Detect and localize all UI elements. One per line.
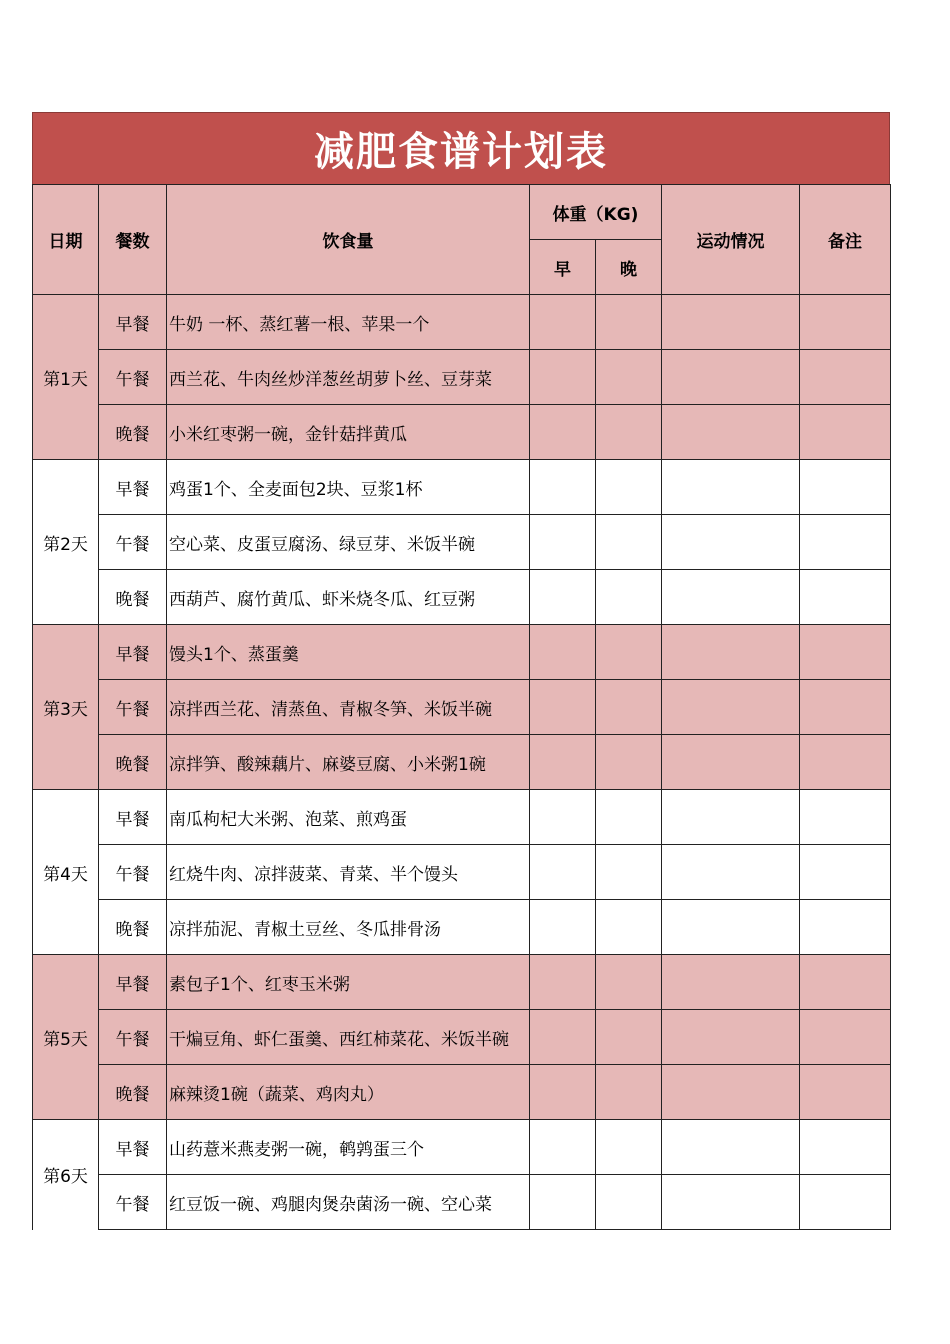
meal-plan-sheet: [32, 112, 890, 1230]
meal-cell: 早餐: [99, 295, 167, 350]
meal-cell: 早餐: [99, 790, 167, 845]
food-cell: 凉拌茄泥、青椒土豆丝、冬瓜排骨汤: [167, 900, 530, 955]
weight-morning-cell[interactable]: [530, 955, 596, 1010]
food-cell: 干煸豆角、虾仁蛋羹、西红柿菜花、米饭半碗: [167, 1010, 530, 1065]
notes-cell[interactable]: [800, 1120, 891, 1175]
weight-morning-cell[interactable]: [530, 680, 596, 735]
weight-evening-cell[interactable]: [596, 1065, 662, 1120]
weight-evening-cell[interactable]: [596, 735, 662, 790]
meal-plan-table: [32, 184, 891, 1230]
notes-cell[interactable]: [800, 570, 891, 625]
meal-cell: 午餐: [99, 845, 167, 900]
weight-evening-cell[interactable]: [596, 405, 662, 460]
weight-evening-cell[interactable]: [596, 1010, 662, 1065]
meal-cell: 早餐: [99, 955, 167, 1010]
weight-evening-cell[interactable]: [596, 790, 662, 845]
exercise-cell[interactable]: [662, 460, 800, 515]
weight-morning-cell[interactable]: [530, 515, 596, 570]
notes-cell[interactable]: [800, 460, 891, 515]
table-body: [33, 295, 891, 1230]
weight-morning-cell[interactable]: [530, 460, 596, 515]
food-cell: 南瓜枸杞大米粥、泡菜、煎鸡蛋: [167, 790, 530, 845]
exercise-cell[interactable]: [662, 570, 800, 625]
weight-morning-cell[interactable]: [530, 790, 596, 845]
day-cell: 第1天: [33, 295, 99, 460]
weight-morning-cell[interactable]: [530, 1010, 596, 1065]
weight-morning-cell[interactable]: [530, 570, 596, 625]
exercise-cell[interactable]: [662, 1065, 800, 1120]
weight-evening-cell[interactable]: [596, 460, 662, 515]
table-row: [33, 735, 891, 790]
notes-cell[interactable]: [800, 405, 891, 460]
food-cell: 山药薏米燕麦粥一碗，鹌鹑蛋三个: [167, 1120, 530, 1175]
weight-evening-cell[interactable]: [596, 900, 662, 955]
weight-evening-cell[interactable]: [596, 350, 662, 405]
exercise-cell[interactable]: [662, 900, 800, 955]
exercise-cell[interactable]: [662, 845, 800, 900]
notes-cell[interactable]: [800, 625, 891, 680]
table-row: [33, 1065, 891, 1120]
header-notes: 备注: [800, 185, 891, 295]
meal-cell: 午餐: [99, 1010, 167, 1065]
exercise-cell[interactable]: [662, 680, 800, 735]
table-row: [33, 405, 891, 460]
exercise-cell[interactable]: [662, 350, 800, 405]
table-row: [33, 1120, 891, 1175]
meal-cell: 早餐: [99, 625, 167, 680]
food-cell: 牛奶 一杯、蒸红薯一根、苹果一个: [167, 295, 530, 350]
header-date: 日期: [33, 185, 99, 295]
header-exercise: 运动情况: [662, 185, 800, 295]
food-cell: 馒头1个、蒸蛋羹: [167, 625, 530, 680]
weight-morning-cell[interactable]: [530, 1065, 596, 1120]
weight-evening-cell[interactable]: [596, 955, 662, 1010]
meal-cell: 晚餐: [99, 405, 167, 460]
food-cell: 小米红枣粥一碗，金针菇拌黄瓜: [167, 405, 530, 460]
meal-cell: 晚餐: [99, 900, 167, 955]
notes-cell[interactable]: [800, 955, 891, 1010]
table-row: [33, 790, 891, 845]
table-row: [33, 1010, 891, 1065]
weight-morning-cell[interactable]: [530, 1120, 596, 1175]
meal-cell: 午餐: [99, 1175, 167, 1230]
weight-morning-cell[interactable]: [530, 350, 596, 405]
food-cell: 麻辣烫1碗（蔬菜、鸡肉丸）: [167, 1065, 530, 1120]
notes-cell[interactable]: [800, 900, 891, 955]
table-row: [33, 350, 891, 405]
food-cell: 素包子1个、红枣玉米粥: [167, 955, 530, 1010]
food-cell: 红豆饭一碗、鸡腿肉煲杂菌汤一碗、空心菜: [167, 1175, 530, 1230]
exercise-cell[interactable]: [662, 625, 800, 680]
food-cell: 红烧牛肉、凉拌菠菜、青菜、半个馒头: [167, 845, 530, 900]
table-row: [33, 680, 891, 735]
table-row: [33, 900, 891, 955]
food-cell: 凉拌西兰花、清蒸鱼、青椒冬笋、米饭半碗: [167, 680, 530, 735]
food-cell: 鸡蛋1个、全麦面包2块、豆浆1杯: [167, 460, 530, 515]
header-food: 饮食量: [167, 185, 530, 295]
weight-evening-cell[interactable]: [596, 625, 662, 680]
table-header: [33, 185, 891, 295]
table-row: [33, 955, 891, 1010]
weight-morning-cell[interactable]: [530, 295, 596, 350]
sheet-title: 减肥食谱计划表: [32, 112, 890, 184]
day-cell: 第6天: [33, 1120, 99, 1230]
meal-cell: 晚餐: [99, 1065, 167, 1120]
exercise-cell[interactable]: [662, 515, 800, 570]
table-row: [33, 625, 891, 680]
weight-morning-cell[interactable]: [530, 845, 596, 900]
weight-morning-cell[interactable]: [530, 735, 596, 790]
day-cell: 第3天: [33, 625, 99, 790]
meal-cell: 晚餐: [99, 735, 167, 790]
food-cell: 凉拌笋、酸辣藕片、麻婆豆腐、小米粥1碗: [167, 735, 530, 790]
header-weight-morning: 早: [530, 240, 596, 295]
notes-cell[interactable]: [800, 1175, 891, 1230]
notes-cell[interactable]: [800, 680, 891, 735]
table-row: [33, 515, 891, 570]
weight-evening-cell[interactable]: [596, 295, 662, 350]
notes-cell[interactable]: [800, 1010, 891, 1065]
header-weight: 体重（KG): [530, 185, 662, 240]
day-cell: 第2天: [33, 460, 99, 625]
exercise-cell[interactable]: [662, 295, 800, 350]
weight-evening-cell[interactable]: [596, 845, 662, 900]
meal-cell: 早餐: [99, 1120, 167, 1175]
food-cell: 西兰花、牛肉丝炒洋葱丝胡萝卜丝、豆芽菜: [167, 350, 530, 405]
weight-evening-cell[interactable]: [596, 570, 662, 625]
exercise-cell[interactable]: [662, 1175, 800, 1230]
food-cell: 空心菜、皮蛋豆腐汤、绿豆芽、米饭半碗: [167, 515, 530, 570]
notes-cell[interactable]: [800, 350, 891, 405]
day-cell: 第5天: [33, 955, 99, 1120]
table-row: [33, 845, 891, 900]
header-meal: 餐数: [99, 185, 167, 295]
notes-cell[interactable]: [800, 735, 891, 790]
weight-evening-cell[interactable]: [596, 1175, 662, 1230]
meal-cell: 晚餐: [99, 570, 167, 625]
food-cell: 西葫芦、腐竹黄瓜、虾米烧冬瓜、红豆粥: [167, 570, 530, 625]
notes-cell[interactable]: [800, 790, 891, 845]
exercise-cell[interactable]: [662, 405, 800, 460]
exercise-cell[interactable]: [662, 735, 800, 790]
weight-morning-cell[interactable]: [530, 1175, 596, 1230]
table-row: [33, 570, 891, 625]
header-weight-evening: 晚: [596, 240, 662, 295]
weight-morning-cell[interactable]: [530, 405, 596, 460]
meal-cell: 午餐: [99, 350, 167, 405]
meal-cell: 早餐: [99, 460, 167, 515]
notes-cell[interactable]: [800, 845, 891, 900]
table-row: [33, 460, 891, 515]
meal-cell: 午餐: [99, 515, 167, 570]
notes-cell[interactable]: [800, 295, 891, 350]
weight-morning-cell[interactable]: [530, 625, 596, 680]
table-row: [33, 295, 891, 350]
weight-evening-cell[interactable]: [596, 1120, 662, 1175]
table-row: [33, 1175, 891, 1230]
exercise-cell[interactable]: [662, 1010, 800, 1065]
exercise-cell[interactable]: [662, 790, 800, 845]
exercise-cell[interactable]: [662, 1120, 800, 1175]
weight-evening-cell[interactable]: [596, 680, 662, 735]
notes-cell[interactable]: [800, 515, 891, 570]
exercise-cell[interactable]: [662, 955, 800, 1010]
weight-morning-cell[interactable]: [530, 900, 596, 955]
notes-cell[interactable]: [800, 1065, 891, 1120]
meal-cell: 午餐: [99, 680, 167, 735]
weight-evening-cell[interactable]: [596, 515, 662, 570]
day-cell: 第4天: [33, 790, 99, 955]
